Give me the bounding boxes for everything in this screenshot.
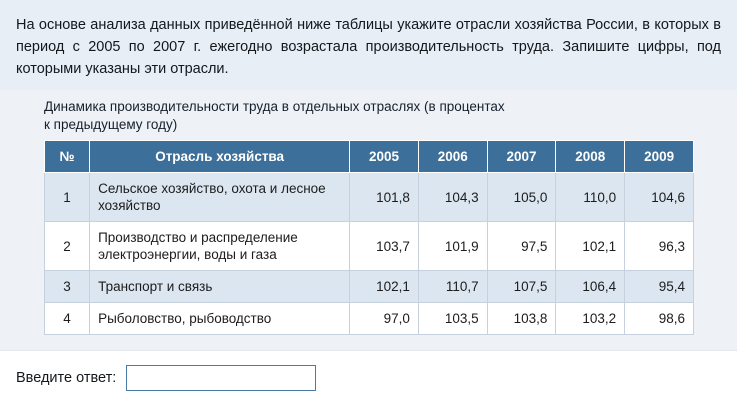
table-row — [45, 271, 694, 303]
row-value-2007: 103,8 — [487, 303, 556, 335]
row-value-2008: 103,2 — [556, 303, 625, 335]
row-value-2005: 103,7 — [350, 222, 419, 271]
table-header-industry: Отрасль хозяйства — [90, 141, 350, 173]
table-header-2008: 2008 — [556, 141, 625, 173]
table-header-2006: 2006 — [418, 141, 487, 173]
table-caption-line2: к предыдущему году) — [44, 117, 178, 132]
row-industry: Сельское хозяйство, охота и лесное хозяйство — [90, 173, 350, 222]
table-row — [45, 303, 694, 335]
answer-row — [16, 365, 316, 391]
row-value-2005: 97,0 — [350, 303, 419, 335]
table-row — [45, 173, 694, 222]
row-value-2009: 104,6 — [625, 173, 694, 222]
row-value-2008: 110,0 — [556, 173, 625, 222]
answer-label: Введите ответ: — [16, 370, 117, 386]
row-industry: Рыболовство, рыбоводство — [90, 303, 350, 335]
row-value-2005: 101,8 — [350, 173, 419, 222]
question-text: На основе анализа данных приведённой ниже таблицы укажите отрасли хозяйства России, в которых в период с 2005 по 2007 г. ежегодно возрастала производительность труда. Запишите цифры, под которыми указаны эти отрасли. — [16, 17, 721, 77]
row-value-2006: 101,9 — [418, 222, 487, 271]
row-number: 3 — [45, 271, 90, 303]
row-value-2009: 98,6 — [625, 303, 694, 335]
table-header-2005: 2005 — [350, 141, 419, 173]
row-value-2007: 107,5 — [487, 271, 556, 303]
row-value-2005: 102,1 — [350, 271, 419, 303]
table-header-2007: 2007 — [487, 141, 556, 173]
row-value-2009: 95,4 — [625, 271, 694, 303]
row-value-2006: 104,3 — [418, 173, 487, 222]
row-industry: Транспорт и связь — [90, 271, 350, 303]
row-value-2008: 106,4 — [556, 271, 625, 303]
row-industry: Производство и распределение электроэнергии, воды и газа — [90, 222, 350, 271]
row-value-2006: 103,5 — [418, 303, 487, 335]
row-value-2006: 110,7 — [418, 271, 487, 303]
row-number: 1 — [45, 173, 90, 222]
answer-input[interactable] — [126, 365, 316, 391]
table-caption-line1: Динамика производительности труда в отдельных отраслях (в процентах — [44, 99, 505, 114]
table-header-row — [45, 141, 694, 173]
row-value-2007: 105,0 — [487, 173, 556, 222]
row-value-2009: 96,3 — [625, 222, 694, 271]
table-body — [45, 173, 694, 335]
productivity-table — [44, 140, 694, 335]
question-block — [0, 0, 737, 93]
table-header-2009: 2009 — [625, 141, 694, 173]
table-caption — [44, 98, 684, 134]
row-number: 4 — [45, 303, 90, 335]
row-value-2007: 97,5 — [487, 222, 556, 271]
row-value-2008: 102,1 — [556, 222, 625, 271]
table-header-number: № — [45, 141, 90, 173]
table-head — [45, 141, 694, 173]
row-number: 2 — [45, 222, 90, 271]
table-row — [45, 222, 694, 271]
